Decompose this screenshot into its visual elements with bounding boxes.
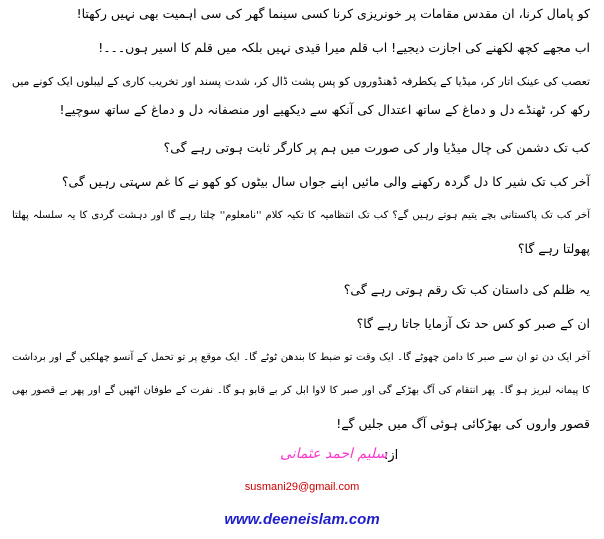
- author-email[interactable]: susmani29@gmail.com: [244, 481, 360, 493]
- article-line-9: یہ ظلم کی داستان کب تک رقم ہوتی رہے گی؟: [343, 282, 590, 297]
- article-line-7: آخر کب تک پاکستانی بچے یتیم ہوتے رہیں گے؟ کب تک انتظامیہ کا تکیہ کلام ''نامعلوم'' چلتا رہے گا اور دہشت گردی کا یہ سلسلہ پھلتا: [12, 210, 590, 221]
- article-line-6: آخر کب تک شیر کا دل گردہ رکھنے والی مائیں اپنے جواں سال بیٹوں کو کھو نے کا غم سہتی رہیں گی؟: [61, 174, 590, 189]
- article-line-5: کب تک دشمن کی چال میڈیا وار کی صورت میں ہم پر کارگر ثابت ہوتی رہے گی؟: [163, 140, 590, 155]
- article-line-13: قصور واروں کی بھڑکائی ہوئی آگ میں جلیں گے!: [336, 416, 590, 431]
- author-label: از:: [384, 448, 399, 463]
- article-line-12: کا پیمانہ لبریز ہو گا۔ پھر انتقام کی آگ بھڑکے گی اور صبر کا لاوا ابل کر بے قابو ہو گا۔ نفرت کے طوفان اٹھیں گے اور پھر بے قصور بھی: [12, 385, 590, 396]
- author-name: سلیم احمد عثمانی: [280, 446, 388, 462]
- article-line-10: ان کے صبر کو کس حد تک آزمایا جاتا رہے گا؟: [356, 316, 590, 331]
- article-line-3: تعصب کی عینک اتار کر، میڈیا کے یکطرفہ ڈھنڈوروں کو پس پشت ڈال کر، شدت پسند اور تخریب کاری کے لیبلوں ایک کونے میں: [11, 75, 590, 88]
- article-line-2: اب مجھے کچھ لکھنے کی اجازت دیجیے! اب قلم میرا قیدی نہیں بلکہ میں قلم کا اسیر ہوں۔۔۔!: [98, 40, 590, 55]
- article-line-11: آخر ایک دن تو ان سے صبر کا دامن چھوٹے گا۔ ایک وقت تو ضبط کا بندھن ٹوٹے گا۔ ایک موقع پر تو تحمل کے آنسو چھلکیں گے اور برداشت: [12, 352, 590, 363]
- article-line-1: کو پامال کرنا، ان مقدس مقامات پر خونریزی کرنا کسی سینما گھر کی سی اہمیت بھی نہیں رکھتا!: [76, 6, 590, 21]
- author-signature: [0, 446, 604, 468]
- article-line-8: پھولتا رہے گا؟: [517, 241, 590, 256]
- website-link[interactable]: www.deeneislam.com: [224, 511, 380, 528]
- article-line-4: رکھ کر، ٹھنڈے دل و دماغ کے ساتھ اعتدال کی آنکھ سے دیکھیے اور منصفانہ دل و دماغ کے ساتھ سوچیے!: [59, 102, 590, 117]
